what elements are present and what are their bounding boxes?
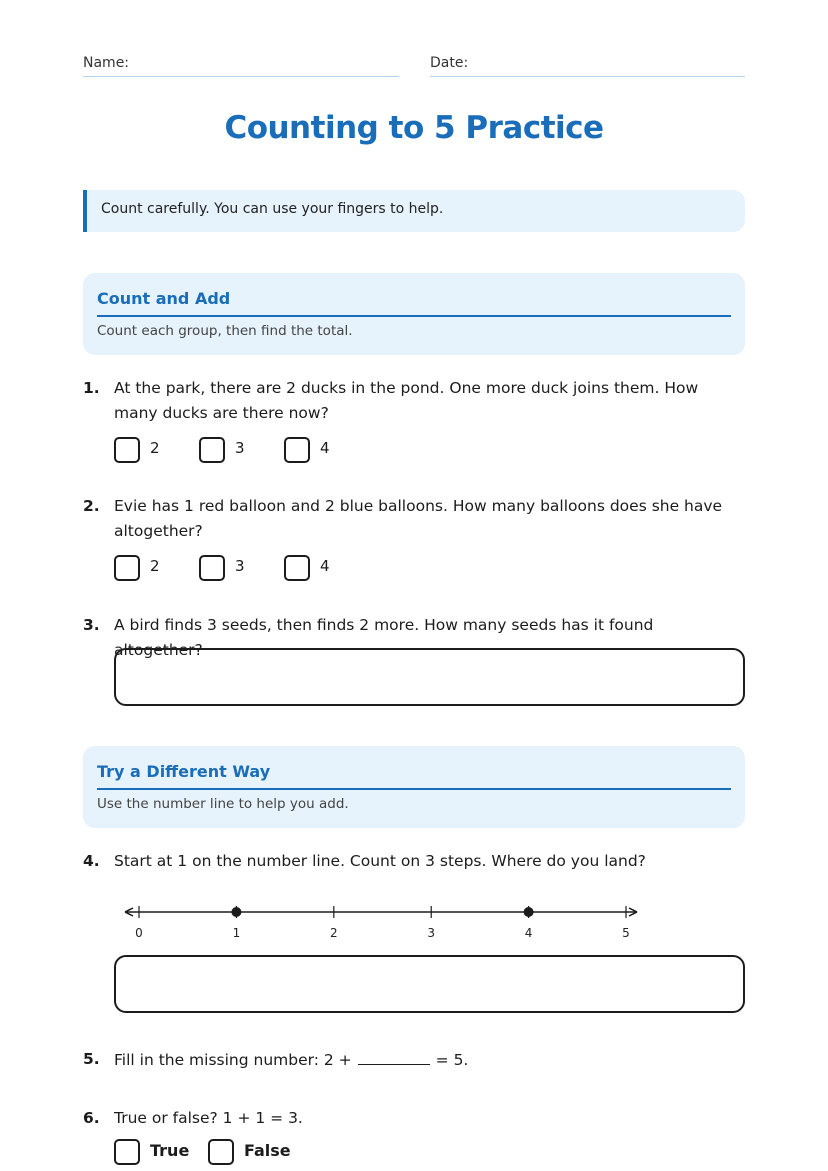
question-text-before: Fill in the missing number: 2 + [114,1051,352,1069]
number-line-tick-label: 0 [135,926,143,940]
option-label: 3 [235,439,245,457]
date-label: Date: [430,55,469,71]
number-line-tick-label: 2 [329,926,338,940]
option-label: False [244,1141,291,1160]
header-fields [83,52,745,78]
fill-in-blank[interactable] [358,1047,430,1065]
question-text: A bird finds 3 seeds, then finds 2 more. How many seeds has it found altogether? [114,616,654,659]
number-line-tick-label: 4 [524,926,533,940]
date-field[interactable] [430,52,745,77]
section-try-a-different-way [83,746,745,828]
section-subtitle: Use the number line to help you add. [97,796,349,812]
answer-box[interactable] [114,955,745,1013]
page-title: Counting to 5 Practice [224,110,604,146]
section-subtitle: Count each group, then find the total. [97,323,353,339]
option-label: 4 [320,439,330,457]
question-text: At the park, there are 2 ducks in the pond. One more duck joins them. How many ducks are there now? [114,379,699,422]
question-5 [83,1047,745,1073]
question-number: 2. [83,497,100,515]
checkbox[interactable] [199,437,225,463]
checkbox[interactable] [199,555,225,581]
question-number: 3. [83,616,100,634]
option-label: True [150,1141,190,1160]
number-line-point [231,907,241,917]
checkbox[interactable] [208,1139,234,1165]
question-number: 6. [83,1109,100,1127]
option-label: 4 [320,557,330,575]
option-label: 2 [150,557,160,575]
section-title: Count and Add [97,289,731,317]
section-title: Try a Different Way [97,762,731,790]
question-2 [83,494,745,544]
question-text: True or false? 1 + 1 = 3. [114,1109,303,1127]
name-label: Name: [83,55,130,71]
section-count-and-add [83,273,745,355]
question-text: Evie has 1 red balloon and 2 blue balloons. How many balloons does she have altogether? [114,497,723,540]
checkbox[interactable] [284,555,310,581]
question-text: Start at 1 on the number line. Count on 3 steps. Where do you land? [114,852,646,870]
question-1 [83,376,745,426]
option-label: 2 [150,439,160,457]
number-line [123,895,703,945]
checkbox[interactable] [284,437,310,463]
question-text [114,1047,745,1073]
number-line-tick-label: 3 [427,926,436,940]
checkbox[interactable] [114,555,140,581]
name-field[interactable] [83,52,399,77]
checkbox[interactable] [114,1139,140,1165]
answer-box[interactable] [114,648,745,706]
number-line-tick-label: 5 [622,926,630,940]
number-line-point [524,907,534,917]
number-line-tick-label: 1 [232,926,241,940]
question-number: 5. [83,1050,100,1068]
instruction-callout: Count carefully. You can use your fingers to help. [83,190,745,232]
question-number: 4. [83,852,100,870]
question-number: 1. [83,379,100,397]
question-4 [83,849,745,874]
question-text-after: = 5. [435,1051,469,1069]
question-6 [83,1106,745,1131]
option-label: 3 [235,557,245,575]
checkbox[interactable] [114,437,140,463]
